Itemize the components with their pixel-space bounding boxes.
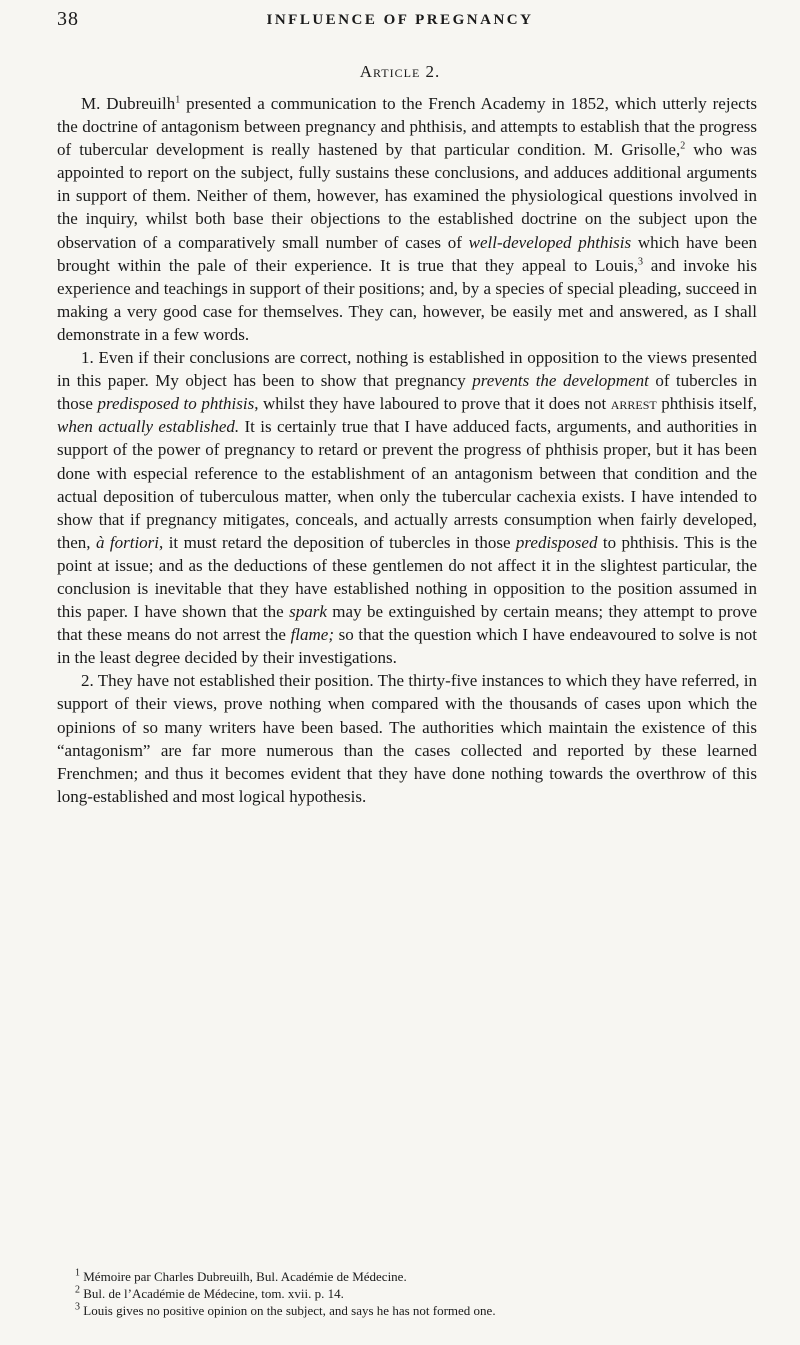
paragraph-3: 2. They have not established their position. The thirty-five instances to which they have referred, in support of their views, prove nothing when compared with the thousands of cases upon which the opinions of so many writers have been based. The authorities which maintain the existence of this “antagonism” are far more numerous than the cases collected and reported by these learned Frenchmen; and thus it becomes evident that they have done nothing towards the overthrow of this long-established and most logical hypothesis.	[57, 671, 757, 806]
article-title: Article 2.	[359, 62, 441, 81]
paragraph-1: M. Dubreuilh$^1$ presented a communication to the French Academy in 1852, which utterly rejects the doctrine of antagonism between pregnancy and phthisis, and attempts to establish that the progress of tubercular development is really hastened by that particular condition. M. Grisolle,$^2$ who was appointed to report on the subject, fully sustains these conclusions, and adduces additional arguments in support of them. Neither of them, however, has examined the physiological questions involved in the inquiry, whilst both base their objections to the established doctrine on the subject upon the observation of a comparatively small number of cases of well-developed phthisis which have been brought within the pale of their experience. It is true that they appeal to Louis,$^3$ and invoke his experience and teachings in support of their positions; and, by a species of special pleading, succeed in making a very good case for themselves. They can, however, be easily met and answered, as I shall demonstrate in a few words.	[57, 94, 757, 344]
footnote: $^1$ Mémoire par Charles Dubreuilh, Bul. Académie de Médecine.	[75, 1267, 407, 1284]
page-number: 38	[57, 8, 79, 30]
body-text	[57, 92, 757, 808]
footnote: $^3$ Louis gives no positive opinion on the subject, and says he has not formed one.	[75, 1301, 496, 1318]
footnote: $^2$ Bul. de l’Académie de Médecine, tom. xvii. p. 14.	[75, 1284, 344, 1301]
footnotes	[57, 1268, 757, 1319]
paragraph-2: 1. Even if their conclusions are correct, nothing is established in opposition to the views presented in this paper. My object has been to show that pregnancy prevents the development of tubercles in those predisposed to phthisis, whilst they have laboured to prove that it does not arrest phthisis itself, when actually established. It is certainly true that I have adduced facts, arguments, and authorities in support of the power of pregnancy to retard or prevent the progress of phthisis proper, but it has been done with especial reference to the establishment of an antagonism between that condition and the actual deposition of tuberculous matter, when only the tubercular cachexia exists. I have intended to show that if pregnancy mitigates, conceals, and actually arrests consumption when fairly developed, then, à fortiori, it must retard the deposition of tubercles in those predisposed to phthisis. This is the point at issue; and as the deductions of these gentlemen do not affect it in the slightest particular, the conclusion is inevitable that they have established nothing in opposition to the position assumed in this paper. I have shown that the spark may be extinguished by certain means; they attempt to prove that these means do not arrest the flame; so that the question which I have endeavoured to solve is not in the least degree decided by their investigations.	[57, 348, 757, 668]
footnote-ref-2: 2	[680, 140, 686, 152]
footnote-ref-1: 1	[175, 94, 181, 106]
running-head: INFLUENCE OF PREGNANCY	[266, 12, 534, 28]
footnote-ref-3: 3	[638, 256, 643, 267]
